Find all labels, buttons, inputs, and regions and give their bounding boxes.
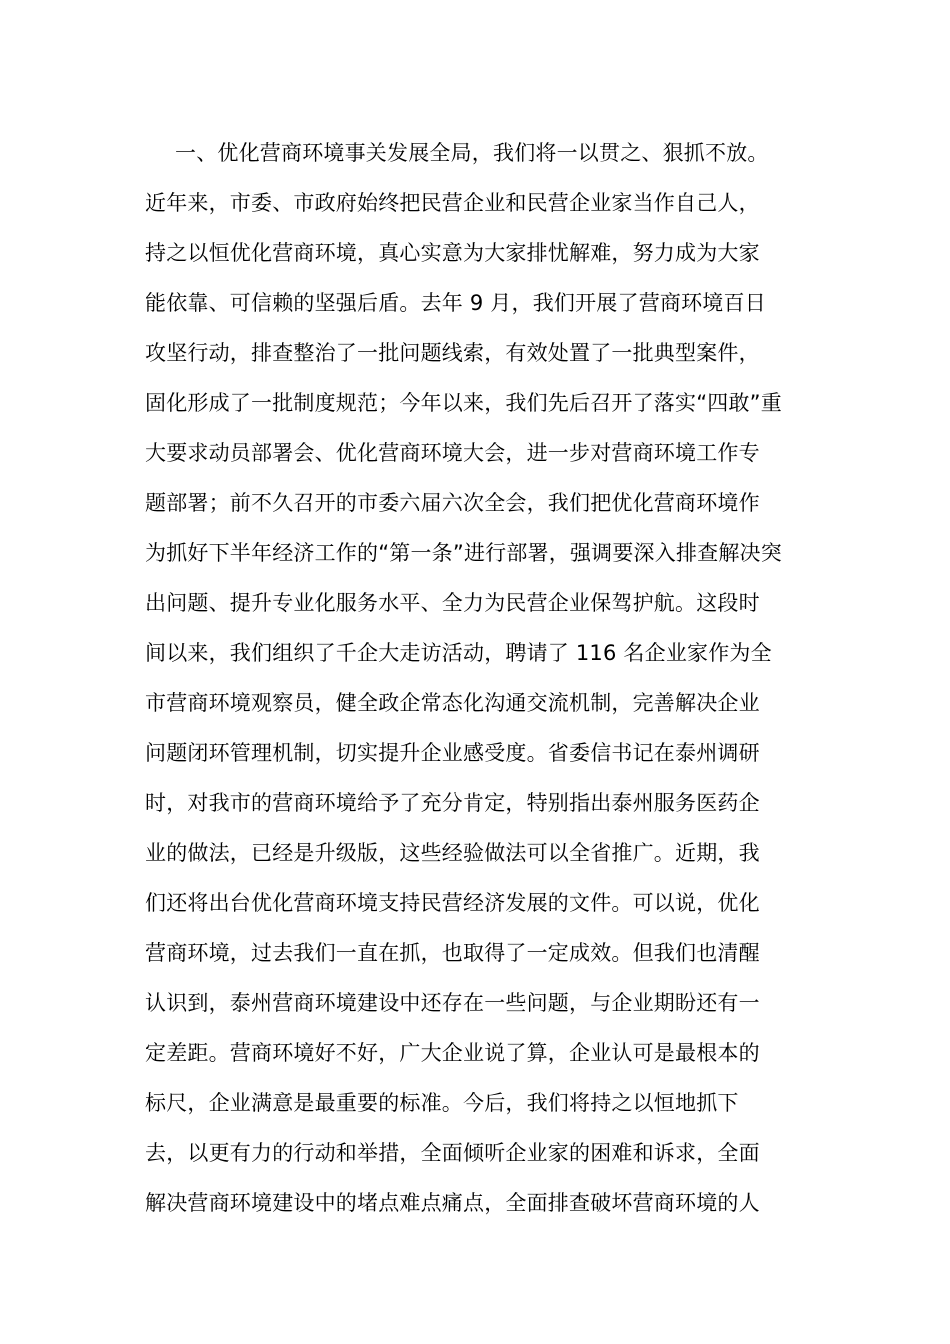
text-line-11: 间以来，我们组织了千企大走访活动，聘请了 116 名企业家作为全: [145, 641, 772, 665]
text-line-7: 大要求动员部署会、优化营商环境大会，进一步对营商环境工作专: [145, 441, 760, 465]
text-line-12: 市营商环境观察员，健全政企常态化沟通交流机制，完善解决企业: [145, 691, 760, 715]
text-line-5: 攻坚行动，排查整治了一批问题线索，有效处置了一批典型案件，: [145, 341, 760, 365]
text-line-10: 出问题、提升专业化服务水平、全力为民营企业保驾护航。这段时: [145, 591, 760, 615]
text-line-13: 问题闭环管理机制，切实提升企业感受度。省委信书记在泰州调研: [145, 741, 760, 765]
text-line-17: 营商环境，过去我们一直在抓，也取得了一定成效。但我们也清醒: [145, 941, 760, 965]
text-line-8: 题部署；前不久召开的市委六届六次全会，我们把优化营商环境作: [145, 491, 760, 515]
text-line-14: 时，对我市的营商环境给予了充分肯定，特别指出泰州服务医药企: [145, 791, 760, 815]
text-line-6: 固化形成了一批制度规范；今年以来，我们先后召开了落实“四敢”重: [145, 391, 782, 415]
text-line-4: 能依靠、可信赖的坚强后盾。去年 9 月，我们开展了营商环境百日: [145, 291, 766, 315]
text-line-19: 定差距。营商环境好不好，广大企业说了算，企业认可是最根本的: [145, 1041, 760, 1065]
text-line-1: 一、优化营商环境事关发展全局，我们将一以贯之、狠抓不放。: [175, 141, 769, 165]
text-line-21: 去，以更有力的行动和举措，全面倾听企业家的困难和诉求，全面: [145, 1141, 760, 1165]
text-line-15: 业的做法，已经是升级版，这些经验做法可以全省推广。近期，我: [145, 841, 760, 865]
text-line-16: 们还将出台优化营商环境支持民营经济发展的文件。可以说，优化: [145, 891, 760, 915]
text-line-20: 标尺，企业满意是最重要的标准。今后，我们将持之以恒地抓下: [145, 1091, 739, 1115]
text-line-9: 为抓好下半年经济工作的“第一条”进行部署，强调要深入排查解决突: [145, 541, 782, 565]
text-line-2: 近年来，市委、市政府始终把民营企业和民营企业家当作自己人，: [145, 191, 760, 215]
text-line-18: 认识到，泰州营商环境建设中还存在一些问题，与企业期盼还有一: [145, 991, 760, 1015]
body-text: [145, 128, 825, 1228]
text-line-22: 解决营商环境建设中的堵点难点痛点，全面排查破坏营商环境的人: [145, 1191, 760, 1215]
text-line-3: 持之以恒优化营商环境，真心实意为大家排忧解难，努力成为大家: [145, 241, 760, 265]
